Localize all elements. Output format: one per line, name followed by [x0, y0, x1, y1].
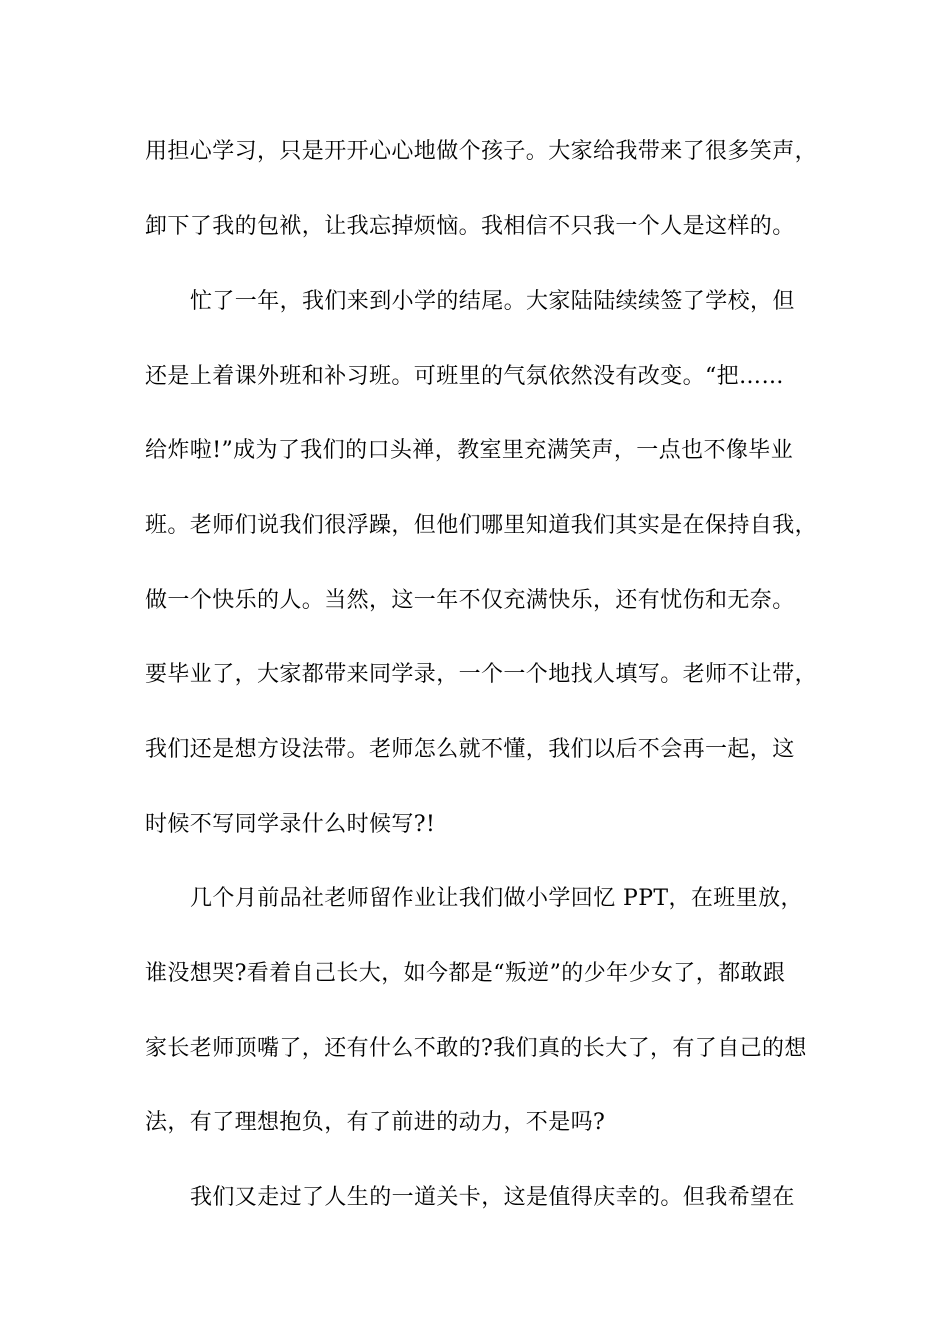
text-line: 谁没想哭?看着自己长大，如今都是“叛逆”的少年少女了，都敢跟 — [145, 961, 786, 986]
text-line: 忙了一年，我们来到小学的结尾。大家陆陆续续签了学校，但 — [190, 289, 795, 314]
text-line: 家长老师顶嘴了，还有什么不敢的?我们真的长大了，有了自己的想 — [145, 1036, 807, 1061]
text-line: 时候不写同学录什么时候写?! — [145, 812, 436, 837]
text-line: 给炸啦!”成为了我们的口头禅，教室里充满笑声，一点也不像毕业 — [145, 438, 794, 463]
text-line: 我们又走过了人生的一道关卡，这是值得庆幸的。但我希望在 — [190, 1185, 795, 1210]
text-line: 法，有了理想抱负，有了前进的动力，不是吗? — [145, 1110, 606, 1135]
text-line: 要毕业了，大家都带来同学录，一个一个地找人填写。老师不让带， — [145, 662, 818, 687]
text-line: 还是上着课外班和补习班。可班里的气氛依然没有改变。“把…… — [145, 364, 784, 389]
text-line: 几个月前品社老师留作业让我们做小学回忆 PPT，在班里放， — [190, 886, 803, 911]
text-line: 做一个快乐的人。当然，这一年不仅充满快乐，还有忧伤和无奈。 — [145, 588, 795, 613]
text-line: 我们还是想方设法带。老师怎么就不懂，我们以后不会再一起，这 — [145, 737, 795, 762]
text-line: 卸下了我的包袱，让我忘掉烦恼。我相信不只我一个人是这样的。 — [145, 214, 795, 239]
text-line: 用担心学习，只是开开心心地做个孩子。大家给我带来了很多笑声， — [145, 139, 818, 164]
text-line: 班。老师们说我们很浮躁，但他们哪里知道我们其实是在保持自我， — [145, 513, 818, 538]
